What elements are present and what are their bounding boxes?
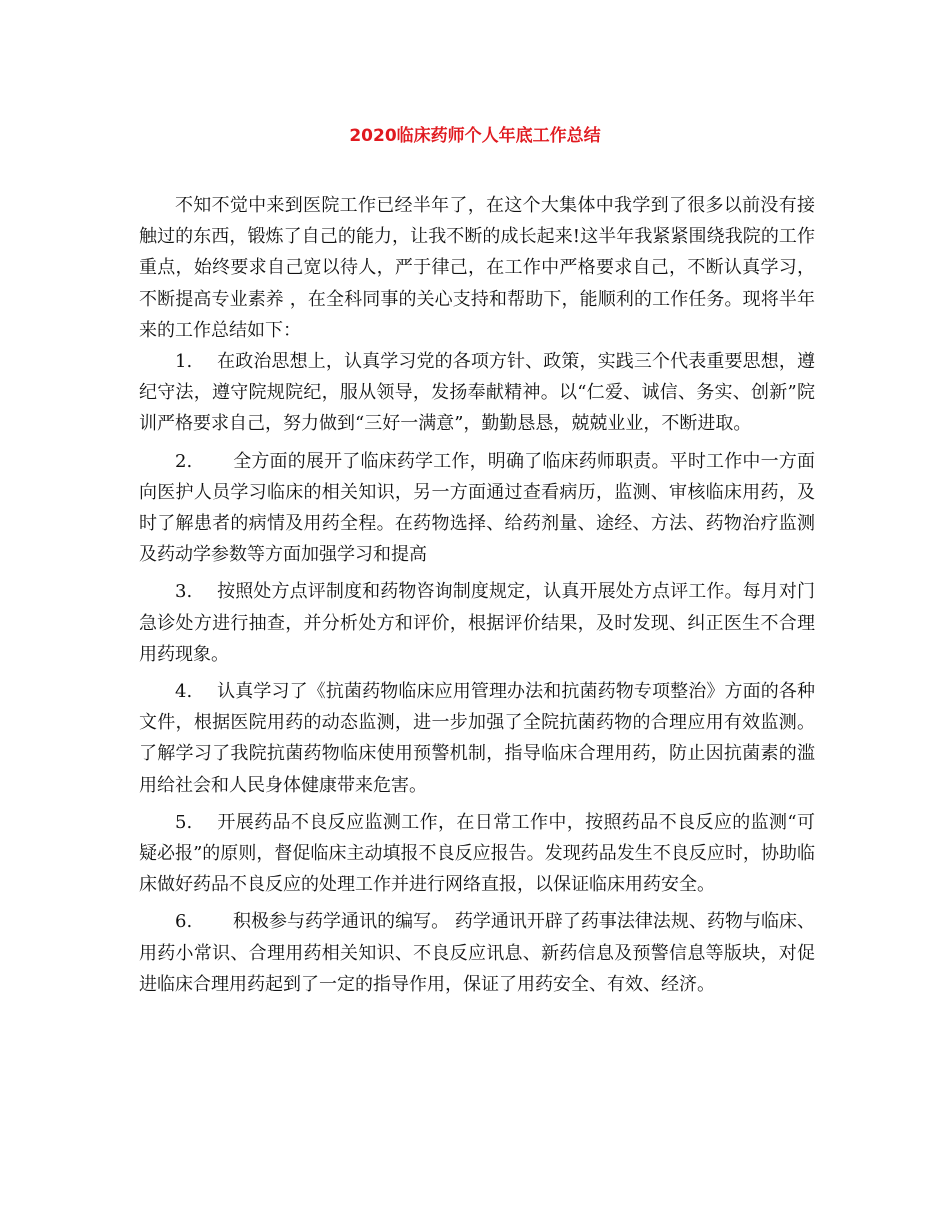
list-item: [139, 676, 815, 801]
list-item-number: 4.: [175, 681, 193, 703]
list-item-text: 开展药品不良反应监测工作，在日常工作中，按照药品不良反应的监测“可疑必报”的原则，督促临床主动填报不良反应报告。发现药品发生不良反应时，协助临床做好药品不良反应的处理工作并进行网络直报，以保证临床用药安全。: [139, 811, 815, 896]
list-item: [139, 807, 815, 901]
list-item-number: 5.: [175, 811, 193, 833]
list-item-text: 全方面的展开了临床药学工作，明确了临床药师职责。平时工作中一方面向医护人员学习临床的相关知识，另一方面通过查看病历，监测、审核临床用药，及时了解患者的病情及用药全程。在药物选择、给药剂量、途经、方法、药物治疗监测及药动学参数等方面加强学习和提高: [139, 450, 815, 566]
list-item-text: 认真学习了《抗菌药物临床应用管理办法和抗菌药物专项整治》方面的各种文件，根据医院用药的动态监测，进一步加强了全院抗菌药物的合理应用有效监测。了解学习了我院抗菌药物临床使用预警机制，指导临床合理用药，防止因抗菌素的滥用给社会和人民身体健康带来危害。: [139, 681, 815, 796]
list-item: [139, 576, 815, 670]
list-item: [139, 906, 815, 1000]
list-item-text: 在政治思想上，认真学习党的各项方针、政策，实践三个代表重要思想，遵纪守法，遵守院规院纪，服从领导，发扬奉献精神。以“仁爱、诚信、务实、创新”院训严格要求自己，努力做到“三好一满意”，勤勤恳恳，兢兢业业，不断进取。: [139, 351, 815, 435]
list-item-number: 6.: [175, 911, 193, 933]
document-title: 2020临床药师个人年底工作总结: [349, 126, 601, 146]
list-item: [139, 346, 815, 440]
list-item-text: 积极参与药学通讯的编写。 药学通讯开辟了药事法律法规、药物与临床、用药小常识、合理用药相关知识、不良反应讯息、新药信息及预警信息等版块，对促进临床合理用药起到了一定的指导作用，保证了用药安全、有效、经济。: [139, 911, 815, 995]
intro-paragraph: 不知不觉中来到医院工作已经半年了，在这个大集体中我学到了很多以前没有接触过的东西，锻炼了自己的能力，让我不断的成长起来!这半年我紧紧围绕我院的工作重点，始终要求自己宽以待人，严于律己，在工作中严格要求自己，不断认真学习，不断提高专业素养 ，在全科同事的关心支持和帮助下，能顺利的工作任务。现将半年来的工作总结如下：: [139, 195, 815, 341]
list-item-number: 2.: [175, 450, 193, 472]
list-item: [139, 446, 815, 571]
list-item-text: 按照处方点评制度和药物咨询制度规定，认真开展处方点评工作。每月对门急诊处方进行抽查，并分析处方和评价，根据评价结果，及时发现、纠正医生不合理用药现象。: [139, 581, 815, 665]
list-item-number: 3.: [175, 581, 193, 603]
list-item-number: 1.: [175, 351, 193, 373]
document-body: [139, 190, 815, 1006]
